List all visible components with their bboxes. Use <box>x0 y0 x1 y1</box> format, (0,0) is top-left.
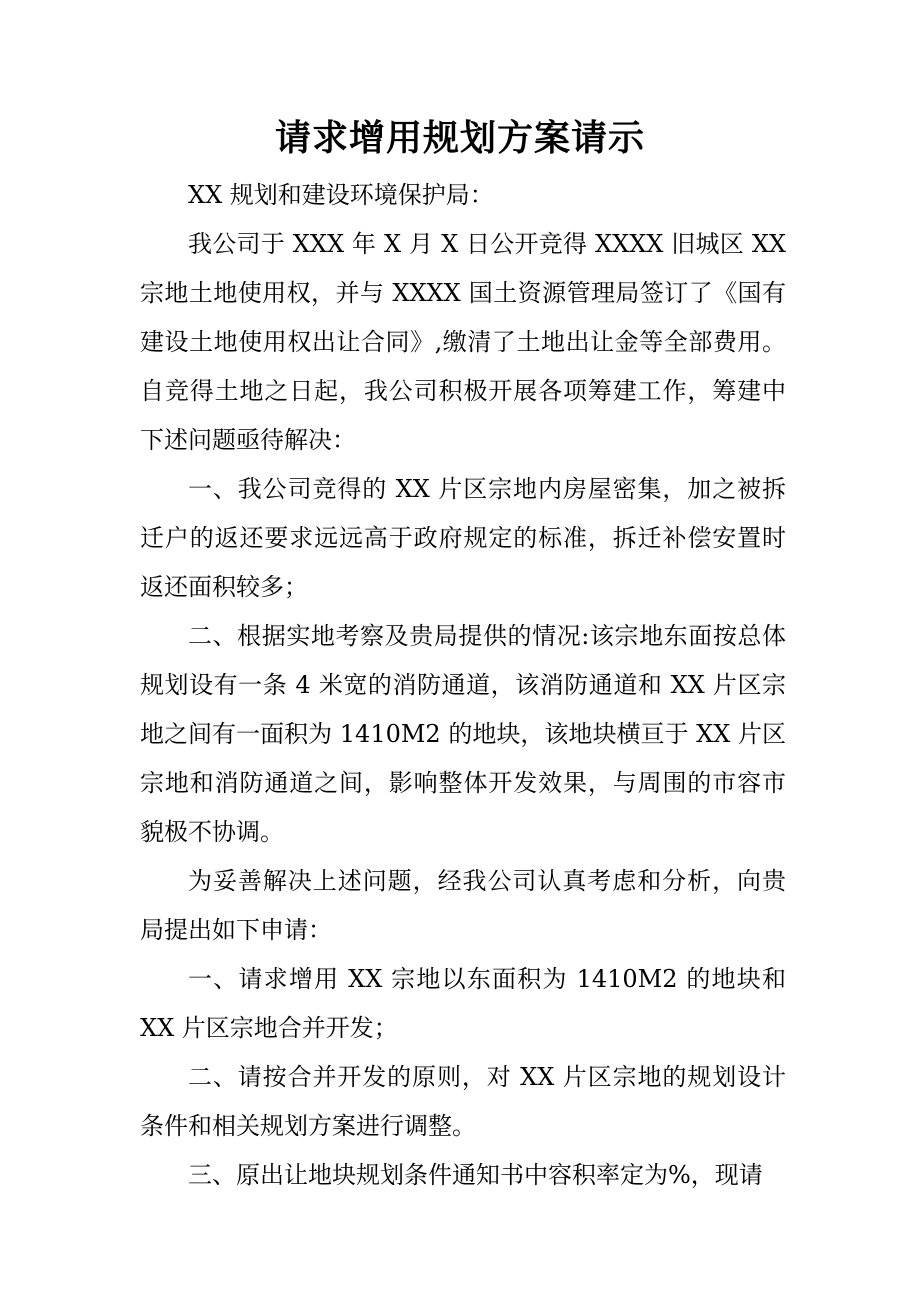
paragraph-request-intro: 为妥善解决上述问题，经我公司认真考虑和分析，向贵局提出如下申请： <box>140 867 786 944</box>
paragraph-intro: 我公司于 XXX 年 X 月 X 日公开竞得 XXXX 旧城区 XX 宗地土地使用权，并与 XXXX 国土资源管理局签订了《国有建设土地使用权出让合同》,缴清了土地出让金等全部费用。自竞得土地之日起，我公司积极开展各项筹建工作，筹建中下述问题亟待解决： <box>140 230 786 454</box>
paragraph-request-2: 二、请按合并开发的原则，对 XX 片区宗地的规划设计条件和相关规划方案进行调整。 <box>140 1063 786 1140</box>
paragraph-issue-2: 二、根据实地考察及贵局提供的情况:该宗地东面按总体规划设有一条 4 米宽的消防通道，该消防通道和 XX 片区宗地之间有一面积为 1410M2 的地块，该地块横亘于 XX 片区宗地和消防通道之间，影响整体开发效果，与周围的市容市貌极不协调。 <box>140 622 786 846</box>
paragraph-request-3: 三、原出让地块规划条件通知书中容积率定为%，现请 <box>188 1161 763 1189</box>
paragraph-issue-1: 一、我公司竞得的 XX 片区宗地内房屋密集，加之被拆迁户的返还要求远远高于政府规定的标准，拆迁补偿安置时返还面积较多； <box>140 475 786 601</box>
document-title: 请求增用规划方案请示 <box>274 117 645 159</box>
document-body <box>140 171 786 1200</box>
paragraph-request-1: 一、请求增用 XX 宗地以东面积为 1410M2 的地块和 XX 片区宗地合并开发； <box>140 965 786 1042</box>
salutation: XX 规划和建设环境保护局： <box>188 181 494 209</box>
